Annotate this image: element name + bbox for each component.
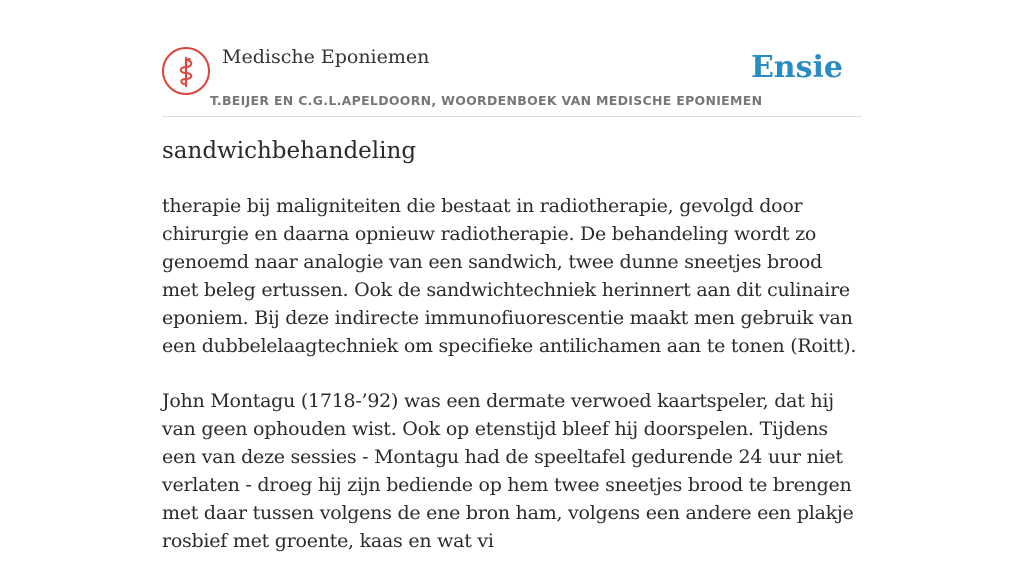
header: [162, 0, 862, 117]
entry-body: [162, 192, 862, 582]
entry-title: sandwichbehandeling: [162, 138, 417, 164]
page: [162, 0, 862, 552]
entry-paragraph: therapie bij maligniteiten die bestaat in radiotherapie, gevolgd door chirurgie en daarna opnieuw radiotherapie. De behandeling wordt zo genoemd naar analogie van een sandwich, twee dunne sneetjes brood met beleg ertussen. Ook de sandwichtechniek herinnert aan dit culinaire eponiem. Bij deze indirecte immunofiuorescentie maakt men gebruik van een dubbelelaagtechniek om specifieke antilichamen aan te tonen (Roitt).: [162, 195, 857, 357]
source-subtitle[interactable]: T.BEIJER EN C.G.L.APELDOORN, WOORDENBOEK VAN MEDISCHE EPONIEMEN: [210, 93, 763, 108]
entry-paragraph: John Montagu (1718-’92) was een dermate verwoed kaartspeler, dat hij van geen ophouden wist. Ook op etenstijd bleef hij doorspelen. Tijdens een van deze sessies - Montagu had de speeltafel gedurende 24 uur niet verlaten - droeg hij zijn bediende op hem twee sneetjes brood te brengen met daar tussen volgens de ene bron ham, volgens een andere een plakje rosbief met groente, kaas en wat vi: [162, 390, 854, 552]
site-title[interactable]: Medische Eponiemen: [222, 46, 430, 68]
staff-of-asclepius-icon[interactable]: [162, 47, 210, 95]
brand-logo[interactable]: Ensie: [750, 50, 843, 85]
